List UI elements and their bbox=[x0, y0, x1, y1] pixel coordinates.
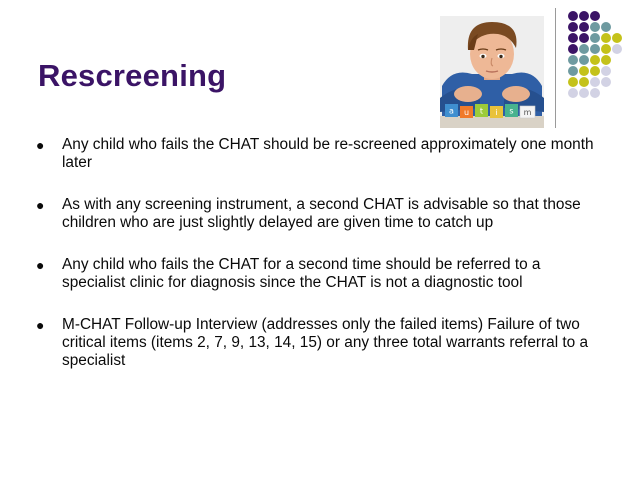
bullet-text: As with any screening instrument, a second CHAT is advisable so that those children who are just slightly delayed are given time to catch up bbox=[62, 196, 581, 231]
decorative-divider-line bbox=[555, 8, 556, 128]
decorative-dots-icon bbox=[563, 8, 638, 108]
bullet-dot-icon: ● bbox=[36, 137, 45, 153]
child-with-letter-blocks-photo bbox=[440, 16, 544, 128]
bullet-text: M-CHAT Follow-up Interview (addresses only the failed items) Failure of two critical items (items 2, 7, 9, 13, 14, 15) or any three total warrants referral to a specialist bbox=[62, 316, 589, 369]
bullet-item bbox=[36, 136, 606, 172]
svg-text:m: m bbox=[523, 108, 532, 117]
svg-text:i: i bbox=[495, 108, 498, 117]
bullet-item bbox=[36, 316, 606, 370]
bullet-list bbox=[36, 136, 606, 370]
svg-text:u: u bbox=[463, 108, 470, 117]
svg-text:t: t bbox=[479, 106, 484, 116]
svg-text:s: s bbox=[509, 106, 514, 116]
bullet-item bbox=[36, 196, 606, 232]
svg-text:a: a bbox=[449, 106, 454, 116]
bullet-dot-icon: ● bbox=[36, 257, 45, 273]
slide-title: Rescreening bbox=[38, 58, 227, 93]
child-illustration-icon bbox=[440, 16, 544, 128]
bullet-text: Any child who fails the CHAT should be re-screened approximately one month later bbox=[62, 136, 594, 171]
bullet-item bbox=[36, 256, 606, 292]
bullet-text: Any child who fails the CHAT for a second time should be referred to a specialist clinic for diagnosis since the CHAT is not a diagnostic tool bbox=[62, 256, 541, 291]
bullet-dot-icon: ● bbox=[36, 317, 45, 333]
bullet-dot-icon: ● bbox=[36, 197, 45, 213]
